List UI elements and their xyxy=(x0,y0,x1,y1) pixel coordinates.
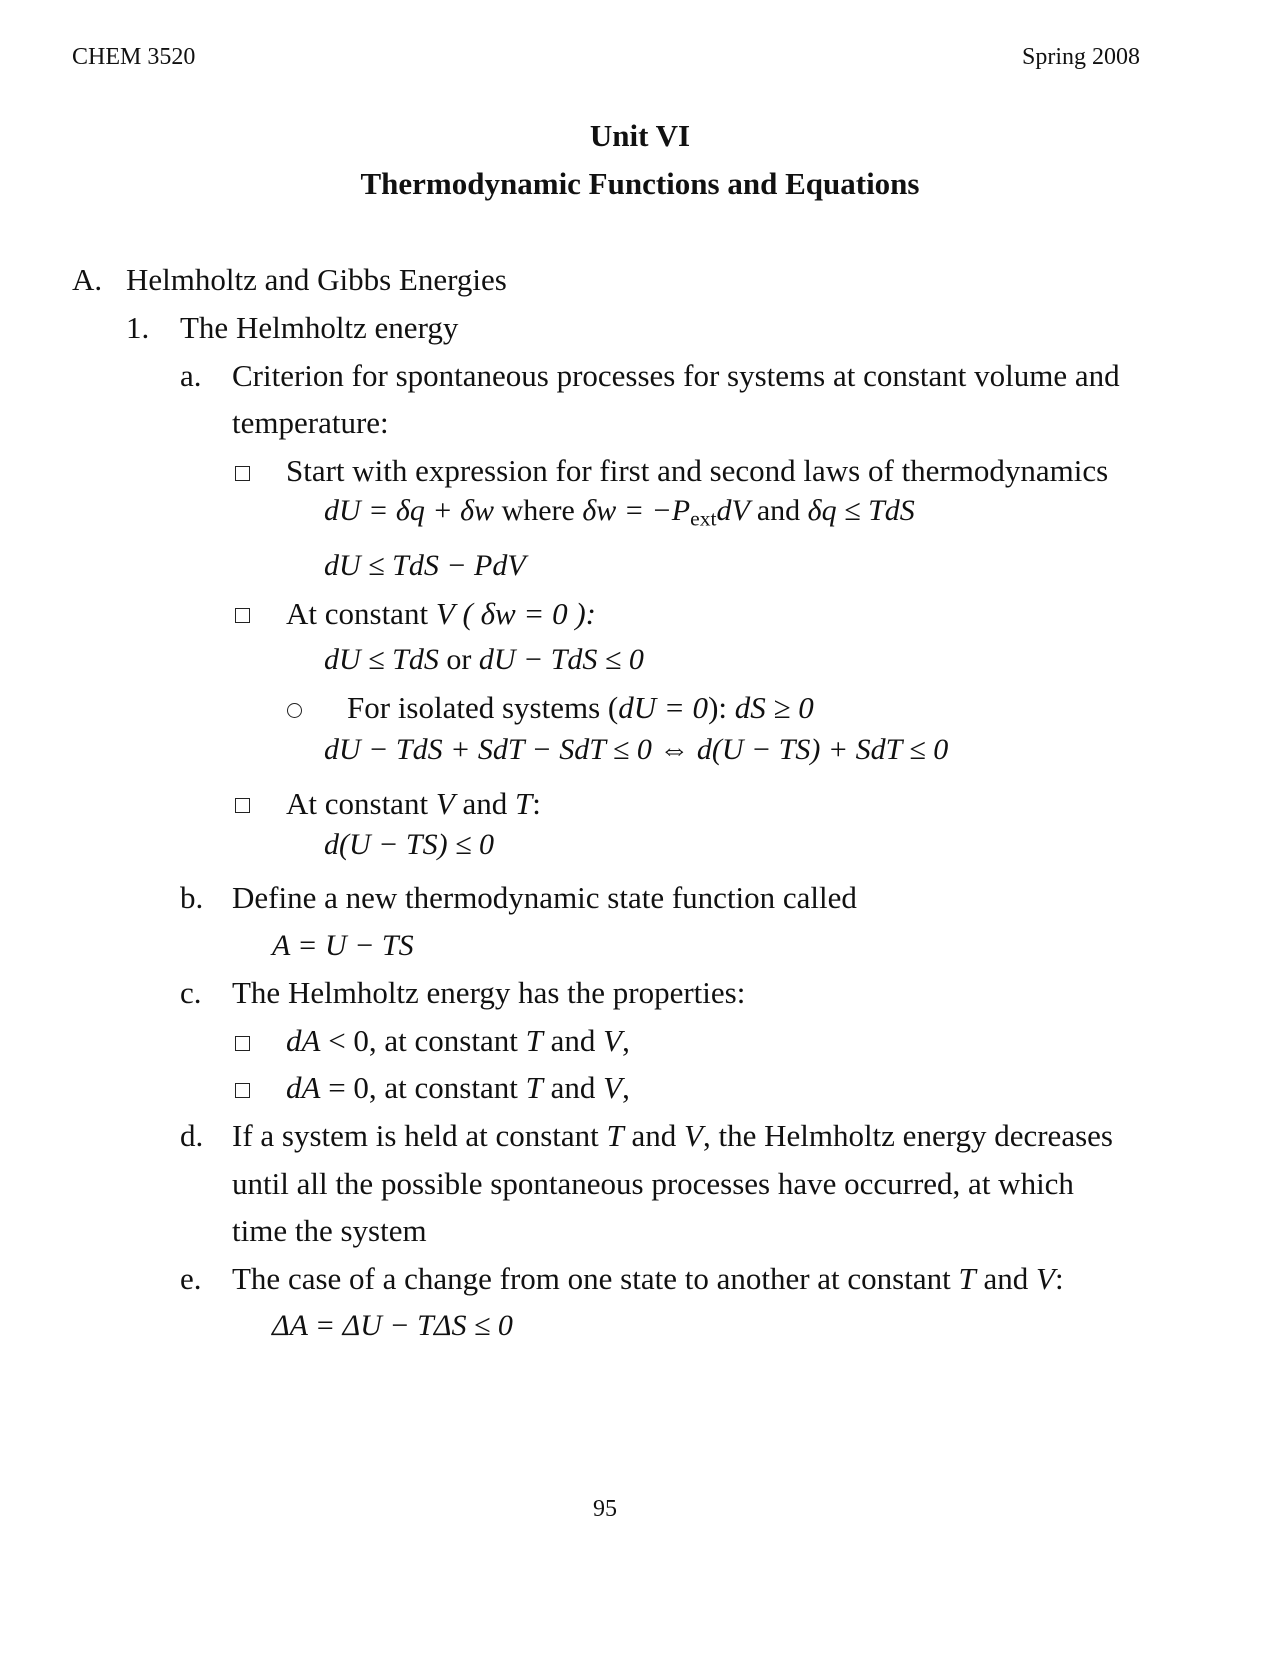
item-e-marker: e. xyxy=(180,1261,202,1296)
item-d-line2: until all the possible spontaneous processes have occurred, at which xyxy=(232,1166,1074,1201)
bullet-first-second-laws: Start with expression for first and second laws of thermodynamics xyxy=(286,453,1109,488)
item-b-text: Define a new thermodynamic state function called xyxy=(232,880,857,915)
course-code: CHEM 3520 xyxy=(72,44,196,70)
equation-helmholtz-definition: A = U − TS xyxy=(272,929,414,962)
bullet-constant-volume: At constant V ( δw = 0 ): xyxy=(286,596,596,631)
equation-du-inequality: dU ≤ TdS − PdV xyxy=(324,549,526,582)
item-e-text: The case of a change from one state to another at constant T and V: xyxy=(232,1261,1064,1296)
item-a-line2: temperature: xyxy=(232,405,389,440)
equation-delta-a: ΔA = ΔU − TΔS ≤ 0 xyxy=(272,1309,513,1342)
item-c-text: The Helmholtz energy has the properties: xyxy=(232,975,746,1010)
item-1-marker: 1. xyxy=(126,310,150,345)
square-bullet-icon xyxy=(235,1083,250,1098)
item-1-heading: The Helmholtz energy xyxy=(180,310,459,345)
item-d-line1: If a system is held at constant T and V, the Helmholtz energy decreases xyxy=(232,1118,1113,1153)
item-b-marker: b. xyxy=(180,880,204,915)
equation-first-law: dU = δq + δw where $\delta w = -P_{ext}dV$ and δq ≤ TdS xyxy=(324,494,915,531)
sub-bullet-isolated-systems: For isolated systems (dU = 0): dS ≥ 0 xyxy=(347,690,814,725)
property-da-less-than-zero: dA < 0, at constant T and V, xyxy=(286,1023,630,1058)
equation-helmholtz-derivation: dU − TdS + SdT − SdT ≤ 0 ⇔ d(U − TS) + SdT ≤ 0 xyxy=(324,733,949,766)
unit-subtitle: Thermodynamic Functions and Equations xyxy=(360,166,920,201)
circle-bullet-icon xyxy=(287,703,302,718)
equation-d-u-ts: d(U − TS) ≤ 0 xyxy=(324,828,495,861)
unit-title: Unit VI xyxy=(589,118,691,153)
section-a-heading: Helmholtz and Gibbs Energies xyxy=(126,262,507,297)
equation-constant-volume: dU ≤ TdS or dU − TdS ≤ 0 xyxy=(324,643,644,676)
term: Spring 2008 xyxy=(1021,44,1140,70)
property-da-equals-zero: dA = 0, at constant T and V, xyxy=(286,1070,630,1105)
item-a-line1: Criterion for spontaneous processes for systems at constant volume and xyxy=(232,358,1120,393)
square-bullet-icon xyxy=(235,1036,250,1051)
item-d-marker: d. xyxy=(180,1118,204,1153)
page-number: 95 xyxy=(593,1496,617,1522)
square-bullet-icon xyxy=(235,466,250,481)
square-bullet-icon xyxy=(235,608,250,623)
item-d-line3: time the system xyxy=(232,1213,427,1248)
item-c-marker: c. xyxy=(180,975,202,1010)
item-a-marker: a. xyxy=(180,358,202,393)
bullet-constant-v-and-t: At constant V and T: xyxy=(286,786,541,821)
square-bullet-icon xyxy=(235,798,250,813)
section-a-marker: A. xyxy=(72,262,103,297)
